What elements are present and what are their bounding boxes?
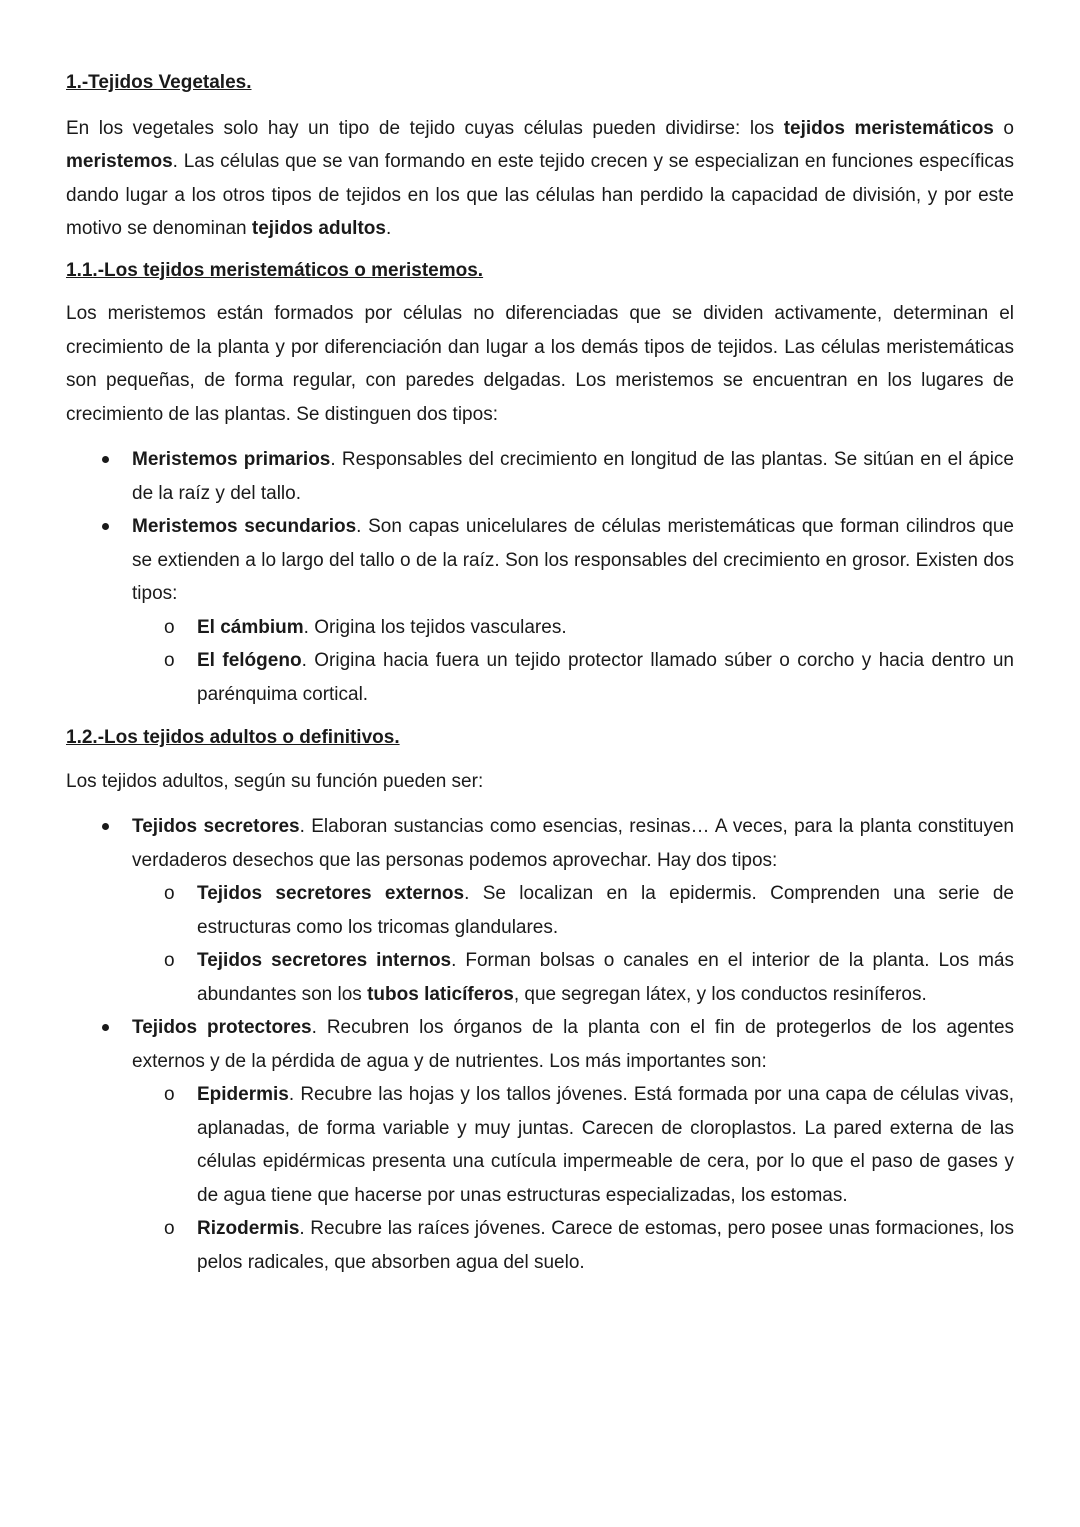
bold-term: Meristemos primarios [132,449,331,470]
subsection-title: 1.2.-Los tejidos adultos o definitivos. [66,727,400,748]
item-text: . Se localizan en la epidermis. Comprenden una serie de estructuras como los tricomas glandulares. [197,883,1014,938]
bold-term: Rizodermis [197,1218,300,1239]
text-run: o [993,117,1014,139]
meristemos-list [66,443,1014,711]
item-text: . Forman bolsas o canales en el interior de la planta. Los más abundantes son los [197,950,1014,1005]
bold-term: Tejidos secretores [132,816,300,837]
list-item [132,510,1014,711]
subsection-title: 1.1.-Los tejidos meristemáticos o meristemos. [66,259,484,281]
item-text: . Recubre las raíces jóvenes. Carece de estomas, pero posee unas formaciones, los pelos radicales, que absorben agua del suelo. [197,1218,1014,1273]
list-item [132,1011,1014,1279]
list-item [132,443,1014,510]
bold-term: tubos laticíferos [367,983,514,1005]
text-run: . [385,218,392,239]
adultos-paragraph: Los tejidos adultos, según su función pueden ser: [66,770,484,792]
bold-term: El felógeno [197,650,302,671]
text-run: . Las células que se van formando en este tejido crecen y se especializan en funciones específicas dando lugar a los otros tipos de tejidos en los que las células han perdido la capacidad de división, y por este motivo se denominan [66,151,1014,239]
item-text: . Origina los tejidos vasculares. [303,616,567,638]
item-text: . Son capas unicelulares de células meristemáticas que forman cilindros que se extienden a lo largo del tallo o de la raíz. Son los responsables del crecimiento en grosor. Existen dos tipos: [132,516,1014,604]
item-text: . Origina hacia fuera un tejido protector llamado súber o corcho y hacia dentro un parénquima cortical. [197,650,1014,705]
sublist-item [197,1212,1014,1279]
bold-term: Tejidos secretores externos [197,883,465,904]
item-text: . Recubren los órganos de la planta con el fin de protegerlos de los agentes externos y de la pérdida de agua y de nutrientes. Los más importantes son: [132,1017,1015,1072]
section-title: 1.-Tejidos Vegetales. [66,72,252,93]
sublist-item [197,1078,1014,1212]
bold-term: Epidermis [197,1084,289,1105]
list-item [132,810,1014,1011]
sublist-item [197,611,1014,645]
bold-term: tejidos adultos [251,218,386,239]
bold-term: Tejidos protectores [132,1017,312,1038]
item-text: . Responsables del crecimiento en longitud de las plantas. Se sitúan en el ápice de la raíz y del tallo. [132,449,1014,504]
adultos-list [66,810,1014,1279]
text-run: En los vegetales solo hay un tipo de tejido cuyas células pueden dividirse: los [66,117,784,139]
sublist [132,611,1014,712]
sublist-item [197,877,1014,944]
sublist-item [197,944,1014,1011]
bold-term: Meristemos secundarios [132,516,357,537]
sublist-item [197,644,1014,711]
bold-term: Tejidos secretores internos [197,950,452,971]
sublist [132,1078,1014,1279]
sublist [132,877,1014,1011]
bold-term: meristemos [66,151,173,172]
item-text: . Elaboran sustancias como esencias, resinas… A veces, para la planta constituyen verdaderos desechos que las personas podemos aprovechar. Hay dos tipos: [132,816,1014,871]
bold-term: tejidos meristemáticos [783,117,994,139]
meristemos-paragraph: Los meristemos están formados por células no diferenciadas que se dividen activamente, determinan el crecimiento de la planta y por diferenciación dan lugar a los demás tipos de tejidos. Las células meristemáticas son pequeñas, de forma regular, con paredes delgadas. Los meristemos se encuentran en los lugares de crecimiento de las plantas. Se distinguen dos tipos: [66,303,1014,425]
item-text: , que segregan látex, y los conductos resiníferos. [513,983,927,1005]
item-text: . Recubre las hojas y los tallos jóvenes. Está formada por una capa de células vivas, aplanadas, de forma variable y muy juntas. Carecen de cloroplastos. La pared externa de las células epidérmicas presenta una cutícula impermeable de cera, por lo que el paso de gases y de agua tiene que hacerse por unas estructuras especializadas, los estomas. [197,1084,1014,1206]
bold-term: El cámbium [197,616,304,638]
intro-paragraph [66,112,1014,246]
